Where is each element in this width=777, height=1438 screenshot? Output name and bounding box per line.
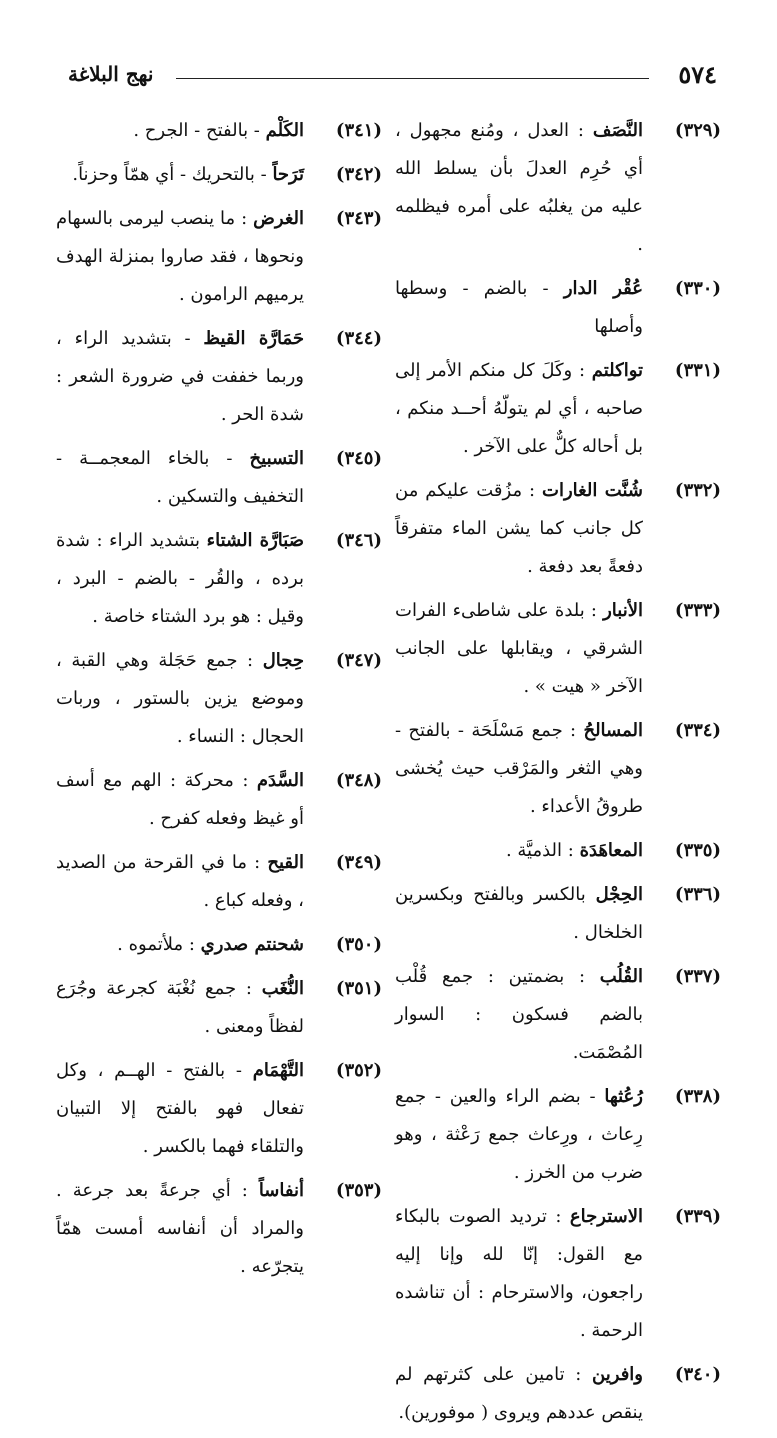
entry-headword: الأنبار [603,600,643,621]
glossary-entry [56,440,382,516]
entry-number: (٣٣٩) [674,1206,721,1227]
entry-headword: وافرين [592,1364,643,1385]
entry-headword: أنفاساً [258,1180,304,1201]
entry-body [395,712,643,826]
glossary-entry [56,200,382,314]
entry-headword: حِجال [262,650,305,671]
entry-headword: شحنتم صدري [200,934,304,955]
entry-headword: صَبَارَّة الشتاء [206,530,304,551]
entry-headword: الاسترجاع [569,1206,643,1227]
entry-number: (٣٣٥) [674,840,721,861]
entry-headword: السَّدَم [256,770,304,791]
entry-headword: تَرَحاً [272,164,304,185]
entry-number: (٣٤٢) [335,164,382,185]
glossary-entry [56,926,382,964]
entry-number: (٣٣٠) [674,278,721,299]
entry-number: (٣٥٢) [335,1060,382,1081]
entry-number: (٣٤٧) [335,650,382,671]
entry-number: (٣٥٠) [335,934,382,955]
entry-body [395,1356,643,1432]
entry-body [395,1078,643,1192]
glossary-entry [56,642,382,756]
entry-body [56,1172,304,1286]
entry-number: (٣٣٢) [674,480,721,501]
entry-body [56,762,304,838]
entry-body [56,844,304,920]
entry-body [395,352,643,466]
glossary-entry [395,1356,721,1432]
entry-definition: : ترديد الصوت بالبكاء مع القول: [395,1206,643,1265]
glossary-entry [56,970,382,1046]
glossary-entry [395,270,721,346]
entry-number: (٣٤٠) [674,1364,721,1385]
glossary-entry [395,712,721,826]
entry-definition: بالكسر وبالفتح وبكسرين الخلخال . [395,884,643,943]
glossary-entry [56,156,382,194]
entry-definition: : بلدة على شاطىء الفرات الشرقي ، ويقابلها على الجانب الآخر « هيت » . [395,600,643,697]
entry-headword: شُنَّت الغارات [542,480,644,501]
entry-definition: : بضمتين : جمع قُلْب بالضم فسكون : السوار المُصْمَت. [395,966,643,1063]
entry-number: (٣٣٨) [674,1086,721,1107]
entry-definition: : مزُقت عليكم من كل جانب كما يشن الماء متفرقاً دفعةً بعد دفعة . [395,480,643,577]
entry-number: (٣٤٨) [335,770,382,791]
quran-quote: إنّا لله وإنا إليه راجعون، [395,1244,643,1303]
entry-headword: التَّهْمَام [252,1060,304,1081]
glossary-entry [395,112,721,264]
entry-definition: : وكَلَ كل منكم الأمر إلى صاحبه ، أي لم يتولّهُ أحــد منكم ، بل أحاله كلٌّ على الآخر . [395,360,643,457]
entry-definition: - بالتحريك - أي همّاً وحزناً. [72,164,267,185]
glossary-entry [395,592,721,706]
glossary-entry [56,112,382,150]
glossary-entry [395,1078,721,1192]
entry-definition: : العدل ، ومُنع مجهول ، أي حُرِم العدلَ بأن يسلط الله عليه من يغلبُه على أمره فيظلمه . [395,120,643,255]
glossary-entry [395,958,721,1072]
entry-headword: رُعُثها [604,1086,643,1107]
entry-headword: حَمَارَّة القيظ [203,328,305,349]
entry-body [56,1052,304,1166]
entry-definition: : ما في القرحة من الصديد ، وفعله كباع . [56,852,304,911]
entry-body [395,270,643,346]
glossary-entry [56,762,382,838]
entry-definition: : ما ينصب ليرمى بالسهام ونحوها ، فقد صاروا بمنزلة الهدف يرميهم الرامون . [56,208,304,305]
glossary-entry [395,472,721,586]
entry-headword: القيح [267,852,304,873]
entry-definition: - بضم الراء والعين - جمع رِعاث ، ورِعاث جمع رَعْثة ، وهو ضرب من الخرز . [395,1086,643,1183]
entry-number: (٣٣٣) [674,600,721,621]
left-column [56,112,382,1292]
page-header [68,60,717,90]
entry-definition: : جمع حَجَلة وهي القبة ، وموضع يزين بالستور ، وربات الحجال : النساء . [56,650,304,747]
entry-body [395,112,643,264]
entry-number: (٣٥٣) [335,1180,382,1201]
entry-definition: : تامين على كثرتهم لم ينقص عددهم ويروى ( موفورين). [395,1364,643,1423]
entry-definition: - بالفتح - الهــم ، وكل تفعال فهو بالفتح إلا التبيان والتلقاء فهما بالكسر . [56,1060,304,1157]
header-rule [176,78,649,79]
entry-number: (٣٤٣) [335,208,382,229]
entry-headword: تواكلتم [591,360,643,381]
entry-body [395,472,643,586]
entry-body [56,522,304,636]
glossary-entry [56,1052,382,1166]
entry-headword: النُّغَب [261,978,304,999]
entry-body [56,156,304,194]
entry-headword: عُقْر الدار [563,278,644,299]
page-number: ٥٧٤ [678,60,717,89]
entry-definition: - بالفتح - الجرح . [133,120,260,141]
entry-number: (٣٤٤) [335,328,382,349]
entry-definition: - بالضم - وسطها وأصلها [395,278,643,337]
entry-number: (٣٣٤) [674,720,721,741]
glossary-entry [395,1198,721,1350]
entry-headword: القُلُب [599,966,643,987]
entry-number: (٣٥١) [335,978,382,999]
glossary-entry [56,320,382,434]
entry-definition: - بتشديد الراء ، وربما خففت في ضرورة الشعر : شدة الحر . [56,328,304,425]
entry-body [395,958,643,1072]
entry-number: (٣٤٩) [335,852,382,873]
entry-body [395,876,643,952]
entry-number: (٣٤١) [335,120,382,141]
entry-body [56,642,304,756]
entry-body [395,1198,643,1350]
glossary-entry [56,1172,382,1286]
entry-body [56,112,304,150]
entry-body [56,440,304,516]
entry-body [56,320,304,434]
glossary-entry [56,522,382,636]
entry-definition: : ملأتموه . [117,934,195,955]
entry-headword: التسبيخ [249,448,304,469]
right-column [395,112,721,1438]
entry-definition: : محركة : الهم مع أسف أو غيظ وفعله كفرح . [56,770,304,829]
entry-number: (٣٣١) [674,360,721,381]
entry-headword: الكَلْم [265,120,304,141]
entry-definition-continued: والاسترحام : أن تناشده الرحمة . [395,1282,643,1341]
entry-body [395,592,643,706]
entry-body [56,926,304,964]
entry-headword: النَّصَف [592,120,643,141]
glossary-entry [56,844,382,920]
entry-headword: الحِجْل [595,884,643,905]
entry-body [56,200,304,314]
entry-definition: - بالخاء المعجمــة - التخفيف والتسكين . [56,448,304,507]
entry-headword: المعاهَدَة [579,840,643,861]
entry-headword: الغرض [253,208,304,229]
glossary-entry [395,832,721,870]
entry-definition: : أي جرعةً بعد جرعة . والمراد أن أنفاسه أمست همّاً يتجرّعه . [56,1180,304,1277]
entry-number: (٣٣٦) [674,884,721,905]
entry-number: (٣٢٩) [674,120,721,141]
entry-body [56,970,304,1046]
entry-definition: : جمع مَسْلَحَة - بالفتح - وهي الثغر والمَرْقب حيث يُخشى طروقُ الأعداء . [395,720,643,817]
entry-body [395,832,643,870]
entry-definition: : الذميَّة . [505,840,574,861]
entry-number: (٣٣٧) [674,966,721,987]
entry-definition: بتشديد الراء : شدة برده ، والقُر - بالضم - البرد ، وقيل : هو برد الشتاء خاصة . [56,530,304,627]
glossary-entry [395,352,721,466]
glossary-entry [395,876,721,952]
entry-headword: المسالحُ [583,720,643,741]
entry-number: (٣٤٦) [335,530,382,551]
entry-number: (٣٤٥) [335,448,382,469]
book-title: نهج البلاغة [68,62,154,86]
entry-definition: : جمع نُغْبَة كجرعة وجُرَع لفظاً ومعنى . [56,978,304,1037]
